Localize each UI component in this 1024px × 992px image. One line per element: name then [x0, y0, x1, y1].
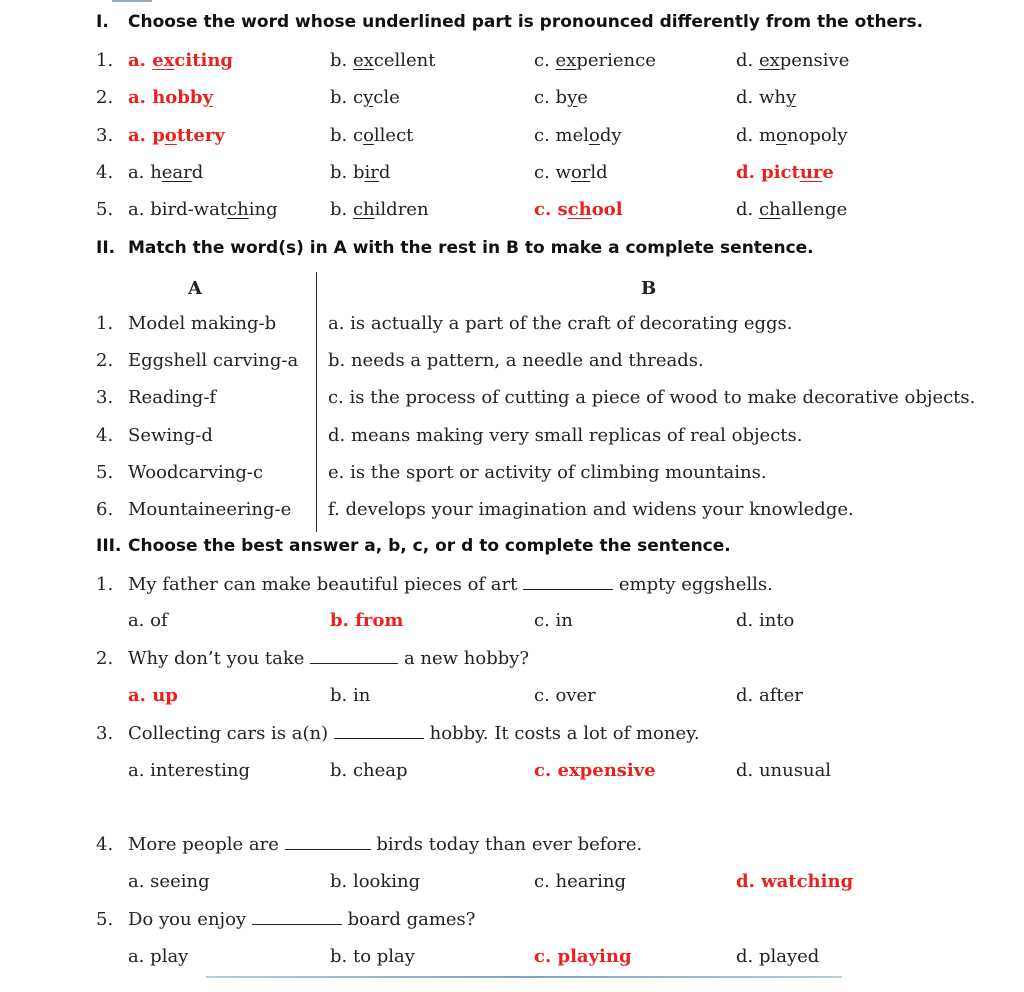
option-text: d: [191, 162, 204, 183]
option-text: ool: [591, 199, 623, 220]
option-text: cle: [373, 87, 400, 108]
stem-before: My father can make beautiful pieces of art: [128, 574, 518, 595]
underlined-part: ch: [227, 199, 249, 220]
underlined-part: o: [363, 125, 374, 146]
option-prefix: a.: [128, 50, 153, 71]
option-prefix: d.: [736, 50, 759, 71]
underlined-part: ex: [152, 50, 175, 71]
section-2-roman: II.: [96, 238, 116, 258]
option: [330, 125, 413, 146]
option-text: d: [378, 162, 391, 183]
stem-before: Collecting cars is a(n): [128, 723, 329, 744]
option-text: e: [577, 87, 588, 108]
option-prefix: b.: [330, 199, 353, 220]
option-prefix: d.: [736, 162, 762, 183]
stem-before: More people are: [128, 834, 279, 855]
option: b. cheap: [330, 760, 408, 781]
option-text: e: [822, 162, 834, 183]
underlined-part: ex: [758, 50, 780, 71]
underlined-part: ex: [352, 50, 374, 71]
underlined-part: o: [589, 125, 600, 146]
option: c. over: [534, 685, 596, 706]
answer-option: [736, 162, 834, 183]
option: [534, 162, 608, 183]
question-number: 3.: [96, 723, 114, 744]
section-1-title: Choose the word whose underlined part is pronounced differently from the others.: [128, 12, 924, 32]
option: [128, 162, 203, 183]
option: c. in: [534, 610, 573, 631]
option-prefix: b.: [330, 162, 353, 183]
question-number: 5.: [96, 199, 114, 220]
option-prefix: b.: [330, 125, 353, 146]
stem-before: Why don’t you take: [128, 648, 305, 669]
answer-option: [128, 87, 213, 108]
option: [736, 199, 847, 220]
option: [128, 199, 278, 220]
option: a. of: [128, 610, 168, 631]
underlined-part: ear: [161, 162, 192, 183]
column-divider: [316, 272, 317, 532]
match-number: 6.: [96, 499, 114, 520]
option-text: w: [555, 162, 571, 183]
underlined-part: ch: [567, 199, 592, 220]
answer-option: c. expensive: [534, 760, 656, 781]
question-number: 3.: [96, 125, 114, 146]
option-prefix: d.: [736, 125, 759, 146]
question-number: 1.: [96, 574, 114, 595]
option-text: allenge: [780, 199, 848, 220]
option-text: ld: [590, 162, 608, 183]
question-stem: [128, 648, 529, 669]
option: b. looking: [330, 871, 421, 892]
option-text: dy: [599, 125, 622, 146]
question-number: 2.: [96, 87, 114, 108]
option-text: cellent: [373, 50, 436, 71]
underlined-part: y: [567, 87, 578, 108]
column-b-item: c. is the process of cutting a piece of wood to make decorative objects.: [328, 387, 976, 408]
option-prefix: c.: [534, 87, 556, 108]
underlined-part: y: [202, 87, 213, 108]
section-3-roman: III.: [96, 536, 122, 556]
match-number: 4.: [96, 425, 114, 446]
underlined-part: ex: [555, 50, 577, 71]
option-text: b: [352, 162, 365, 183]
option-text: citing: [174, 50, 234, 71]
option: d. into: [736, 610, 795, 631]
option-text: b: [555, 87, 568, 108]
option-prefix: a.: [128, 162, 151, 183]
column-a-item: Eggshell carving-a: [128, 350, 299, 371]
answer-option: d. watching: [736, 871, 854, 892]
stem-after: a new hobby?: [403, 648, 530, 669]
section-3-heading: [96, 536, 731, 556]
question-stem: [128, 909, 475, 930]
option-text: wh: [758, 87, 786, 108]
underlined-part: o: [164, 125, 177, 146]
option-text: bird-wat: [150, 199, 228, 220]
option-text: mel: [555, 125, 590, 146]
option-prefix: a.: [128, 87, 153, 108]
answer-blank: [334, 726, 424, 739]
answer-option: a. up: [128, 685, 178, 706]
question-stem: [128, 723, 700, 744]
column-a-item: Reading-f: [128, 387, 217, 408]
section-1-heading: [96, 12, 923, 32]
column-a-item: Woodcarving-c: [128, 462, 264, 483]
option-text: hobb: [152, 87, 203, 108]
question-number: 2.: [96, 648, 114, 669]
option-text: c: [352, 87, 364, 108]
match-number: 2.: [96, 350, 114, 371]
underlined-part: o: [776, 125, 787, 146]
question-stem: [128, 834, 642, 855]
stem-after: board games?: [347, 909, 476, 930]
option-text: p: [152, 125, 165, 146]
option-text: pensive: [779, 50, 850, 71]
option-text: m: [758, 125, 777, 146]
match-number: 5.: [96, 462, 114, 483]
column-b-item: b. needs a pattern, a needle and threads.: [328, 350, 704, 371]
option: [330, 199, 429, 220]
top-rule: [112, 0, 152, 2]
option-text: h: [150, 162, 162, 183]
stem-after: hobby. It costs a lot of money.: [429, 723, 700, 744]
column-b-item: f. develops your imagination and widens your knowledge.: [328, 499, 854, 520]
option: [330, 87, 400, 108]
option-prefix: c.: [534, 199, 558, 220]
answer-option: [534, 199, 623, 220]
answer-blank: [285, 837, 371, 850]
column-a-item: Sewing-d: [128, 425, 213, 446]
column-b-item: d. means making very small replicas of real objects.: [328, 425, 803, 446]
option: [736, 125, 848, 146]
option: b. in: [330, 685, 371, 706]
answer-option: [128, 125, 225, 146]
option-prefix: a.: [128, 125, 153, 146]
underlined-part: ir: [364, 162, 379, 183]
underlined-part: or: [570, 162, 591, 183]
answer-option: b. from: [330, 610, 404, 631]
option: b. to play: [330, 946, 415, 967]
question-number: 5.: [96, 909, 114, 930]
answer-blank: [523, 577, 613, 590]
answer-option: [128, 50, 233, 71]
option: [534, 125, 622, 146]
stem-after: birds today than ever before.: [376, 834, 643, 855]
column-a-item: Model making-b: [128, 313, 277, 334]
option: [534, 87, 588, 108]
column-b-item: a. is actually a part of the craft of decorating eggs.: [328, 313, 793, 334]
option-prefix: c.: [534, 125, 556, 146]
answer-option: c. playing: [534, 946, 632, 967]
match-number: 1.: [96, 313, 114, 334]
section-3-title: Choose the best answer a, b, c, or d to complete the sentence.: [128, 536, 731, 556]
option-text: pict: [761, 162, 800, 183]
match-number: 3.: [96, 387, 114, 408]
question-stem: [128, 574, 773, 595]
question-number: 4.: [96, 162, 114, 183]
option: a. seeing: [128, 871, 210, 892]
option: [736, 87, 796, 108]
column-a-item: Mountaineering-e: [128, 499, 292, 520]
column-b-header: B: [641, 278, 657, 299]
option-prefix: d.: [736, 199, 759, 220]
underlined-part: ur: [799, 162, 823, 183]
question-number: 1.: [96, 50, 114, 71]
option-text: perience: [576, 50, 656, 71]
option-prefix: c.: [534, 50, 556, 71]
option-prefix: a.: [128, 199, 151, 220]
stem-before: Do you enjoy: [128, 909, 247, 930]
option-prefix: b.: [330, 50, 353, 71]
answer-blank: [310, 651, 398, 664]
column-a-header: A: [188, 278, 202, 299]
option-text: nopoly: [786, 125, 848, 146]
underlined-part: ch: [352, 199, 375, 220]
question-number: 4.: [96, 834, 114, 855]
column-b-item: e. is the sport or activity of climbing mountains.: [328, 462, 767, 483]
option-text: ildren: [374, 199, 429, 220]
option-text: llect: [373, 125, 414, 146]
option-prefix: b.: [330, 87, 353, 108]
footer-rule: [206, 976, 842, 978]
option-text: ing: [248, 199, 278, 220]
option-prefix: c.: [534, 162, 556, 183]
option: [330, 162, 390, 183]
option-text: c: [352, 125, 364, 146]
underlined-part: y: [363, 87, 374, 108]
underlined-part: y: [785, 87, 797, 108]
option: a. interesting: [128, 760, 251, 781]
underlined-part: ch: [758, 199, 781, 220]
option-text: ttery: [176, 125, 225, 146]
option: [534, 50, 656, 71]
section-2-title: Match the word(s) in A with the rest in B to make a complete sentence.: [128, 238, 814, 258]
section-2-heading: [96, 238, 814, 258]
stem-after: empty eggshells.: [618, 574, 773, 595]
option-text: s: [557, 199, 568, 220]
option: [736, 50, 849, 71]
section-1-roman: I.: [96, 12, 109, 32]
option: a. play: [128, 946, 189, 967]
option: d. after: [736, 685, 803, 706]
answer-blank: [252, 912, 342, 925]
option: c. hearing: [534, 871, 626, 892]
option: d. unusual: [736, 760, 832, 781]
option: d. played: [736, 946, 820, 967]
option-prefix: d.: [736, 87, 759, 108]
option: [330, 50, 436, 71]
